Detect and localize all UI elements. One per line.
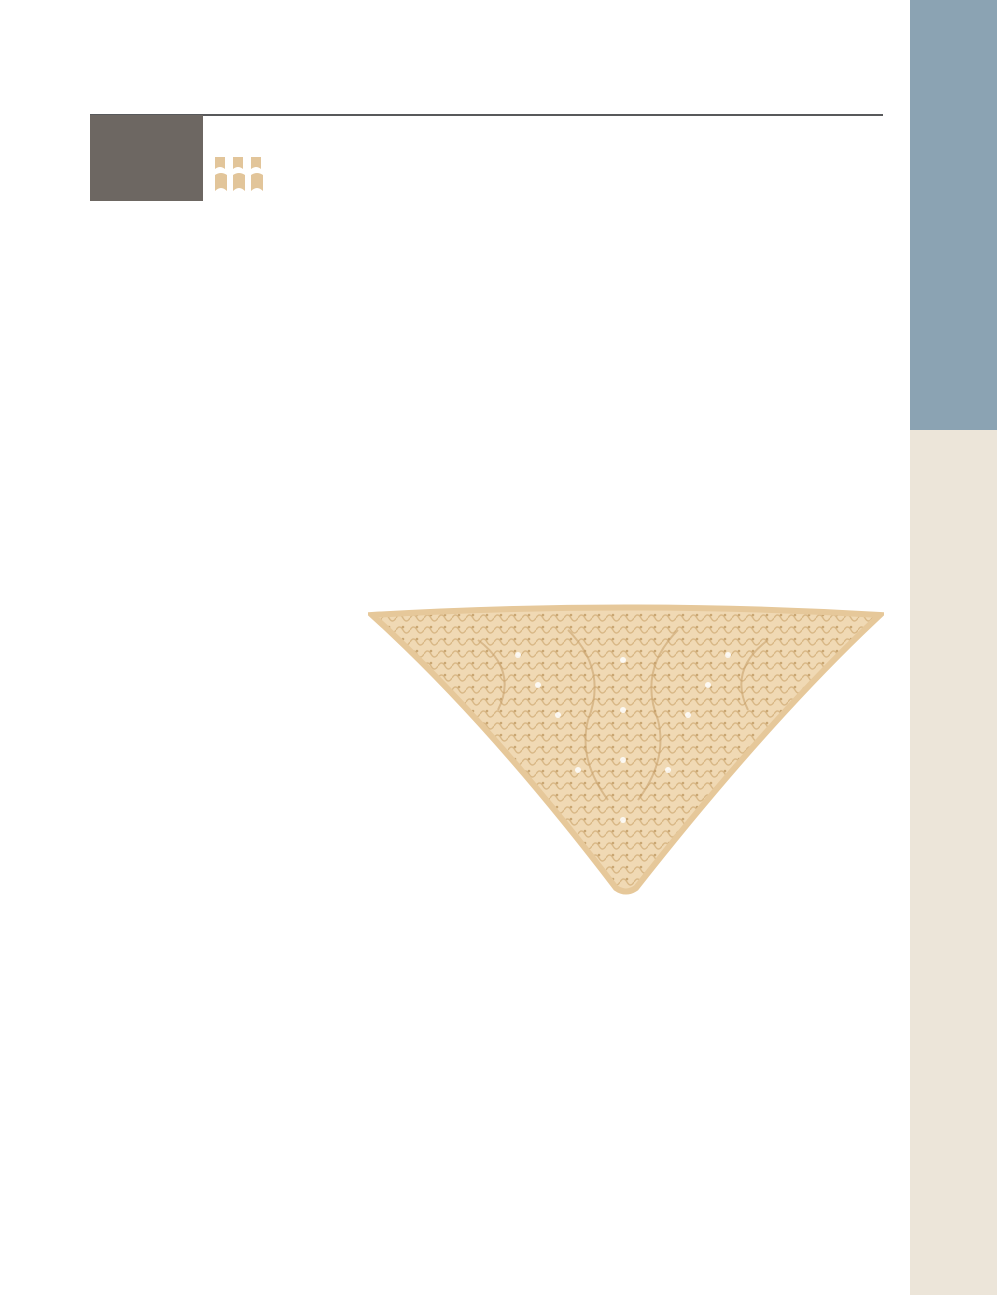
difficulty-icon — [213, 157, 269, 193]
sidebar-tab — [910, 0, 997, 430]
shawl-photo — [368, 600, 884, 900]
knitting-chart — [380, 190, 850, 585]
pattern-number — [90, 115, 203, 201]
header-rule — [90, 114, 883, 116]
